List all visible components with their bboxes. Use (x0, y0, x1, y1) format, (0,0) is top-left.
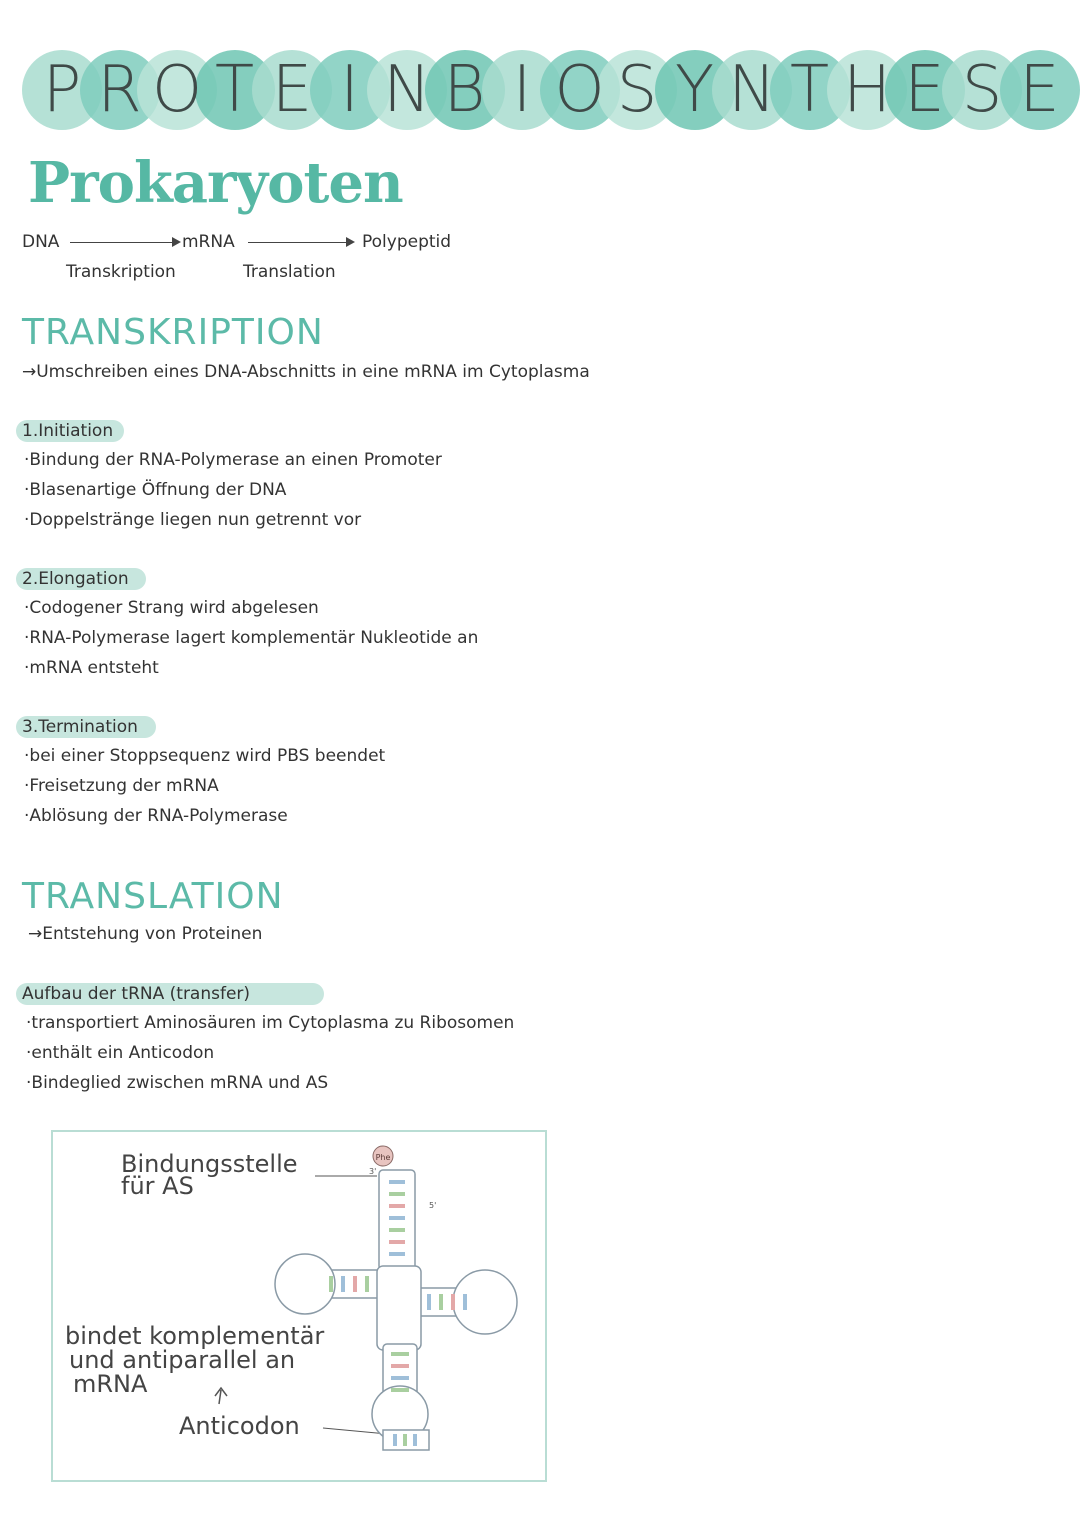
trna-figure (51, 1130, 547, 1482)
title-letter: E (1019, 53, 1060, 127)
title-letter: T (214, 53, 255, 127)
initiation-label: 1.Initiation (22, 421, 114, 441)
elongation-label: 2.Elongation (22, 569, 129, 589)
translation-intro: →Entstehung von Proteinen (28, 924, 263, 944)
flow-arrow-1-head (172, 237, 181, 247)
title-letter: P (42, 53, 82, 127)
binds-label-2: und antiparallel an (69, 1346, 296, 1374)
title-letter: B (443, 53, 486, 127)
termination-label: 3.Termination (22, 717, 138, 737)
title-letter: O (151, 53, 203, 127)
elongation-bullet-2: ·RNA-Polymerase lagert komplementär Nukleotide an (24, 628, 479, 648)
flow-dna: DNA (22, 232, 60, 252)
binds-label-3: mRNA (73, 1370, 148, 1398)
flow-polypeptid: Polypeptid (362, 232, 452, 252)
page-title (22, 48, 1062, 132)
title-letter: O (554, 53, 605, 127)
flow-mrna: mRNA (182, 232, 235, 252)
initiation-bullet-2: ·Blasenartige Öffnung der DNA (24, 480, 287, 500)
title-letter: E (904, 53, 945, 127)
title-letter: E (271, 53, 313, 127)
title-letter: N (383, 53, 431, 127)
termination-bullet-1: ·bei einer Stoppsequenz wird PBS beendet (24, 746, 386, 766)
anticodon-label: Anticodon (179, 1412, 300, 1440)
trna-cloverleaf (275, 1170, 517, 1450)
title-letter: I (512, 53, 532, 127)
title-letter: N (728, 53, 776, 127)
trna-bullet-3: ·Bindeglied zwischen mRNA und AS (26, 1073, 329, 1093)
elongation-bullet-1: ·Codogener Strang wird abgelesen (24, 598, 319, 618)
subtitle: Prokaryoten (28, 150, 403, 216)
elongation-bullet-3: ·mRNA entsteht (24, 658, 159, 678)
acceptor-base-pairs (389, 1182, 405, 1254)
title-letter: H (842, 53, 892, 127)
termination-bullet-2: ·Freisetzung der mRNA (24, 776, 219, 796)
flow-arrow-2 (248, 242, 348, 243)
three-prime-label: 3' (369, 1167, 377, 1176)
translation-heading: TRANSLATION (22, 876, 284, 917)
trna-label: Aufbau der tRNA (transfer) (22, 984, 251, 1004)
flow-transkription-label: Transkription (66, 262, 176, 282)
initiation-bullet-1: ·Bindung der RNA-Polymerase an einen Promoter (24, 450, 442, 470)
phe-label: Phe (375, 1153, 391, 1162)
title-letter: S (961, 53, 1003, 127)
binds-label-1: bindet komplementär (65, 1322, 325, 1350)
title-letter: S (616, 53, 658, 127)
trna-bullet-1: ·transportiert Aminosäuren im Cytoplasma zu Ribosomen (26, 1013, 515, 1033)
title-letter: R (97, 53, 142, 127)
up-arrow-icon (215, 1388, 227, 1404)
trna-diagram (53, 1132, 545, 1480)
five-prime-label: 5' (429, 1201, 437, 1210)
flow-translation-label: Translation (243, 262, 336, 282)
d-loop (275, 1254, 335, 1314)
title-letter: I (340, 53, 359, 127)
t-loop (453, 1270, 517, 1334)
trna-bullet-2: ·enthält ein Anticodon (26, 1043, 215, 1063)
transkription-intro: →Umschreiben eines DNA-Abschnitts in eine mRNA im Cytoplasma (22, 362, 590, 382)
initiation-bullet-3: ·Doppelstränge liegen nun getrennt vor (24, 510, 362, 530)
flow-arrow-1 (70, 242, 174, 243)
trna-junction (377, 1266, 421, 1350)
binding-site-label-1: Bindungsstelle (121, 1150, 298, 1178)
title-letter: Y (674, 53, 715, 127)
title-letter: T (789, 53, 830, 127)
binding-site-label-2: für AS (121, 1172, 194, 1200)
flow-arrow-2-head (346, 237, 355, 247)
transkription-heading: TRANSKRIPTION (22, 312, 324, 353)
termination-bullet-3: ·Ablösung der RNA-Polymerase (24, 806, 288, 826)
